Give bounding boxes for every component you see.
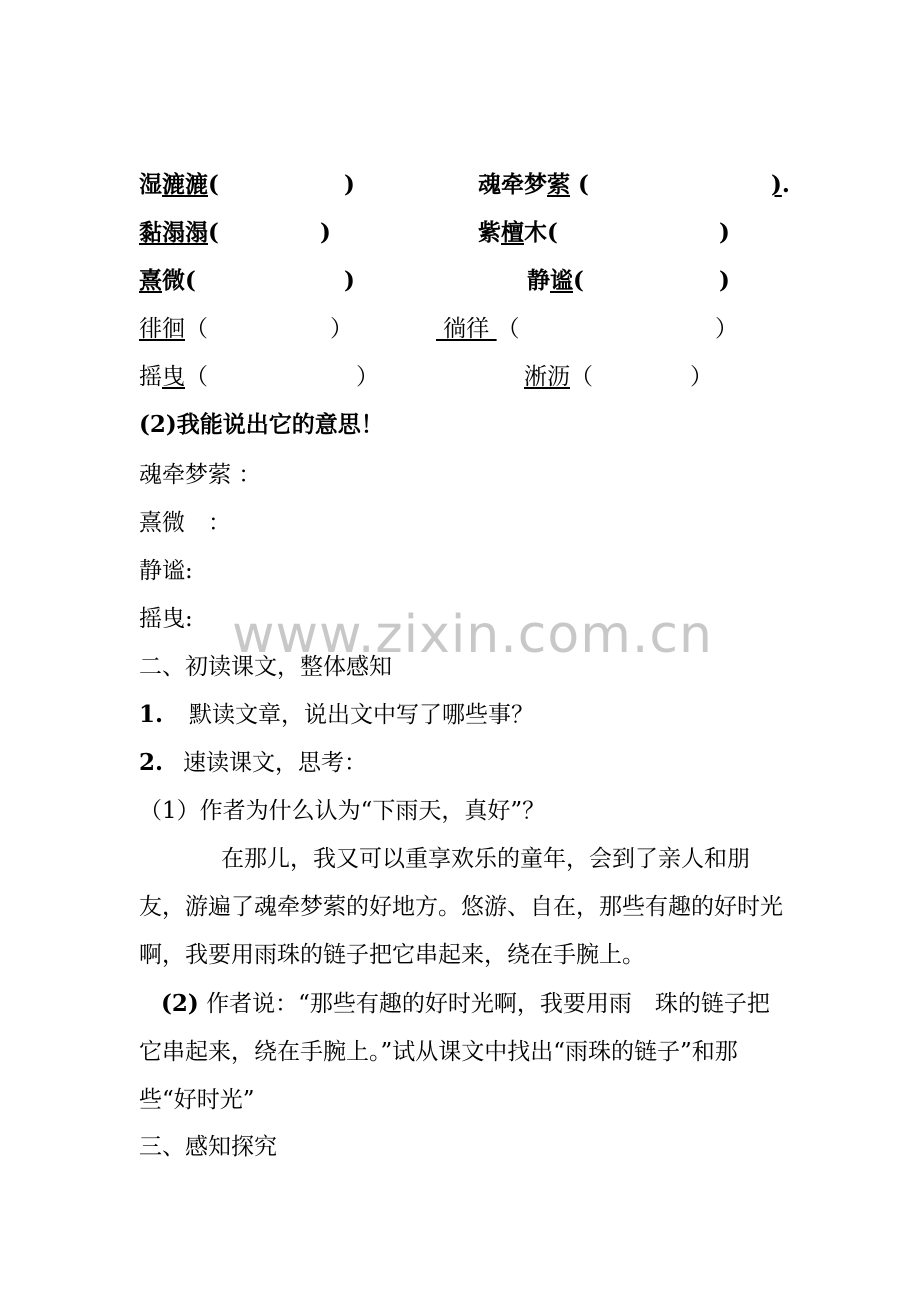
item-number: 1. [139,701,164,728]
vocab-row-2 [139,218,219,248]
underlined-chars: 漉漉 [162,171,208,198]
paren-open: 微( [162,267,196,294]
paren-close: ) [320,219,331,246]
item-text: 速读课文，思考： [183,750,368,776]
item-number: 2. [139,749,164,776]
paren-close: ) [344,171,355,198]
vocab-row-5 [139,362,208,392]
section-heading: 二、初读课文，整体感知 [139,654,392,680]
sub-question-2 [139,980,789,1124]
vocab-row-4 [139,314,208,344]
paren-close: ). [771,171,790,198]
paren-close: ） [330,316,353,342]
underlined-chars: 谧 [550,267,573,294]
paren-close: ) [344,267,355,294]
underlined-chars: 淅沥 [524,364,570,390]
paren-close: ) [719,219,730,246]
section-heading: 三、感知探究 [139,1134,277,1160]
paren-open: （ [496,316,520,342]
vocab-row-4-b [436,314,520,344]
vocab-row-3-b [527,266,584,296]
underlined-chars: 萦 [547,171,570,198]
vocab-row-5-b [524,362,593,392]
paren-open: ( [208,171,219,198]
meaning-line: 熹微 ： [139,510,231,536]
paren-open: ( [570,171,589,198]
paren-open: （ [570,364,593,390]
word-part: 紫 [478,219,501,246]
meaning-line: 摇曳: [139,606,193,632]
underlined-chars: 黏 [139,219,162,246]
meaning-line: 魂牵梦萦 ： [139,462,262,488]
word-part: 魂牵梦 [478,171,547,198]
vocab-row-2-b [478,218,558,248]
word-part: 摇 [139,364,162,390]
sub-label: (2) [161,990,199,1017]
vocab-row-3 [139,266,196,296]
word-part: 湿 [139,171,162,198]
item-1 [139,700,534,730]
underlined-chars: 熹 [139,267,162,294]
paren-open: ( [208,219,219,246]
meaning-line: 静谧: [139,558,193,584]
sub-text: 作者说：“那些有趣的好时光啊，我要用雨 珠的链子把它串起来，绕在手腕上。”试从课文中找出“雨珠的链子”和那些“好时光” [139,991,770,1113]
paren-open: （ [185,364,208,390]
item-text: 默读文章，说出文中写了哪些事？ [189,702,535,728]
underlined-chars: 曳 [162,364,185,390]
paren-open: 木( [524,219,558,246]
quote-paragraph: 在那儿，我又可以重享欢乐的童年，会到了亲人和朋友，游遍了魂牵梦萦的好地方。悠游、自在，那些有趣的好时光啊，我要用雨珠的链子把它串起来，绕在手腕上。 [139,846,783,968]
watermark: www.zixin.com.cn [232,605,713,665]
paren-close: ） [356,364,379,390]
paren-open: ( [573,267,584,294]
paren-open: （ [185,316,208,342]
paren-close: ) [719,267,730,294]
item-2 [139,748,367,778]
q2-title: (2)我能说出它的意思！ [139,411,384,438]
underlined-chars: 溻溻 [162,219,208,246]
word-part: 静 [527,267,550,294]
underlined-chars: 徘徊 [139,316,185,342]
vocab-row-1-b [478,170,589,200]
paren-close: ） [715,316,738,342]
vocab-row-1 [139,170,219,200]
paren-close: ） [690,364,713,390]
sub-question-1: （1）作者为什么认为“下雨天，真好”？ [139,798,546,824]
underlined-chars: 徜徉 [436,316,497,342]
underlined-chars: 檀 [501,219,524,246]
